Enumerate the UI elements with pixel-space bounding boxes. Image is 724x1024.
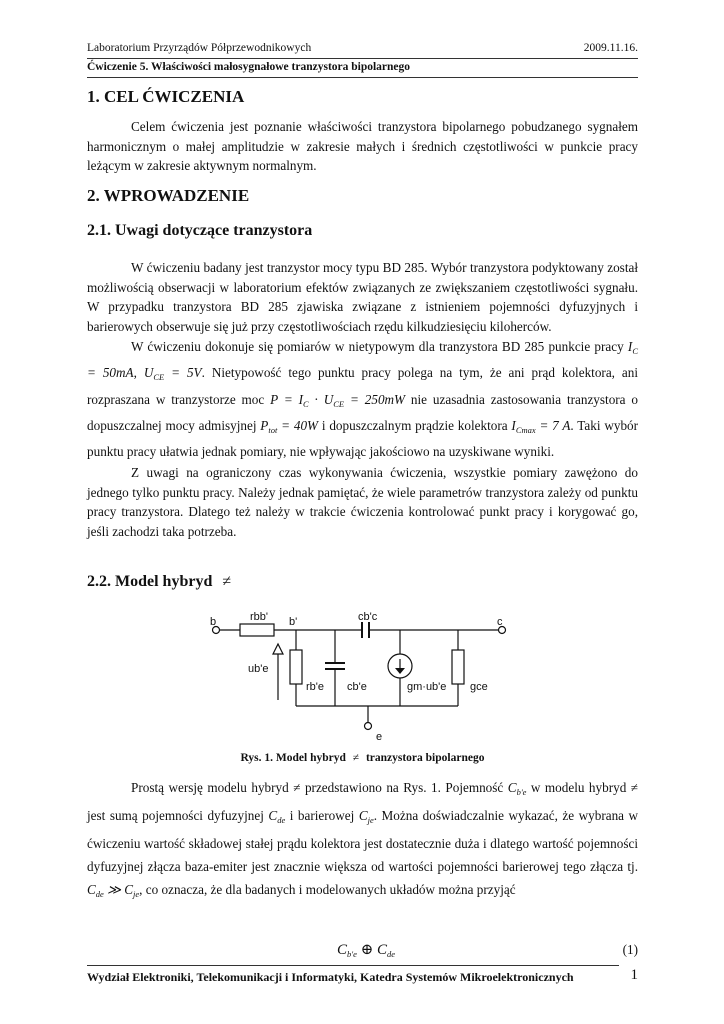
section-1-paragraph: Celem ćwiczenia jest poznanie właściwości tranzystora bipolarnego pobudzanego sygnałem harmonicznym o małej amplitudzie w zakresie małych i średnich częstotliwości w punkcie pracy leżącym w zakresie aktywnym normalnym. — [87, 119, 638, 173]
label-cbe: cb'e — [347, 681, 367, 693]
paragraph-model: Prostą wersję modelu hybryd ≠ przedstawiono na Rys. 1. Pojemność $C_{b'e}$ w modelu hybryd ≠ jest sumą pojemności dyfuzyjnej $C_{de}$ i barierowej $C_{je}$. Można doświadczalnie wykazać, że wybrana w ćwiczeniu wartość składowej stałej prądu kolektora jest dostatecznie duża i dlatego wartość pojemności dyfuzyjnej złącza baza-emiter jest znacznie większa od wartości pojemności barierowej tego złącza tj. $C_{de}$ ≫ $C_{je}$, co oznacza, że dla badanych i modelowanych układów można przyjąć — [87, 780, 639, 899]
section-1-title: 1. CEL ĆWICZENIA — [87, 87, 245, 106]
power-formula: $P = I_C \cdot U_{CE} = 250mW$ — [270, 391, 406, 409]
label-b: b — [210, 616, 217, 628]
label-cbc: cb'c — [358, 611, 378, 623]
section-2-1-title: 2.1. Uwagi dotyczące tranzystora — [87, 222, 313, 239]
label-rbb: rbb' — [250, 611, 268, 623]
resistor-rbb — [240, 624, 274, 636]
page-number: 1 — [630, 967, 638, 983]
section-2-2-text — [87, 776, 638, 906]
figure-caption: Rys. 1. Model hybryd ≠ tranzystora bipolarnego — [240, 752, 485, 764]
hybrid-symbol: ≠ — [222, 573, 232, 590]
paragraph-2: W ćwiczeniu dokonuje się pomiarów w nietypowym dla tranzystora BD 285 punkcie pracy $I_C = 50mA$, $U_{CE} = 5V$. Nietypowość tego punktu pracy polega na tym, że ani prąd kolektora, ani rozpraszana w tranzystorze moc $P = I_C \cdot U_{CE} = 250mW$ nie uzasadnia zastosowania tranzystora o dopuszczalnej mocy admisyjnej $P_{tot} = 40W$ i dopuszczalnym prądzie kolektora $I_{Cmax} = 7$ A. Taki wybór punktu pracy ułatwia jednak pomiary, nie wpływając jakościowo na uzyskiwane wyniki. — [87, 339, 639, 460]
label-rbe: rb'e — [306, 681, 324, 693]
p2-text-b: . Nietypowość tego punktu pracy polega na tym, że ani prąd kolektora, ani rozpraszana w tranzystorze moc — [87, 365, 638, 407]
resistor-rbe — [290, 650, 302, 684]
label-bprime: b' — [289, 616, 298, 628]
equation-number: (1) — [622, 942, 638, 957]
terminal-e — [365, 723, 372, 730]
ptot-symbol: $P_{tot} = 40W$ — [260, 417, 319, 435]
label-ube: ub'e — [248, 663, 269, 675]
footer-rule — [87, 965, 619, 966]
equation-1: $C_{b'e}$ ⊕ $C_{de}$ — [337, 942, 395, 959]
icmax-symbol: $I_{Cmax} = 7$ A — [511, 417, 571, 435]
label-c: c — [497, 616, 503, 628]
cje-symbol: $C_{je}$ — [358, 808, 374, 825]
section-2-1-text — [87, 258, 638, 541]
cde-symbol: $C_{de}$ — [268, 808, 286, 825]
inequality: $C_{de}$ ≫ $C_{je}$ — [87, 882, 140, 899]
label-e: e — [376, 731, 383, 743]
p2-text-e: . Taki wybór punktu pracy ułatwia jednak pomiary, nie wpływając jakościowo na uzyskiwane wyniki. — [87, 417, 639, 460]
p2-text-c: nie uzasadnia zastosowania tranzystora o dopuszczalnej mocy admisyjnej — [87, 391, 638, 433]
section-2-title: 2. WPROWADZENIE — [87, 186, 250, 205]
section-1-text — [87, 117, 638, 176]
paragraph-3: Z uwagi na ograniczony czas wykonywania ćwiczenia, wszystkie pomiary zawężono do jednego tylko punktu pracy. Należy jednak pamiętać, że wiele parametrów tranzystora zależy od punktu pracy tranzystora. Dlatego też należy w trakcie ćwiczenia kontrolować punkt pracy i korygować go, jeśli zachodzi taka potrzeba. — [87, 465, 638, 539]
footer-text: Wydział Elektroniki, Telekomunikacji i Informatyki, Katedra Systemów Mikroelektronicznych — [87, 970, 574, 984]
p2-text-d: i dopuszczalnym prądzie kolektora — [321, 417, 508, 433]
header-exercise: Ćwiczenie 5. Właściwości małosygnałowe tranzystora bipolarnego — [87, 61, 411, 73]
header-lab: Laboratorium Przyrządów Półprzewodnikowych — [87, 42, 312, 54]
label-gmu: gm·ub'e — [407, 681, 447, 693]
uce-symbol: $U_{CE} = 5V$ — [143, 365, 202, 383]
p2-text-a: W ćwiczeniu dokonuje się pomiarów w nietypowym dla tranzystora BD 285 punkcie pracy — [131, 339, 624, 354]
label-gce: gce — [470, 681, 488, 693]
section-2-2-title: 2.2. Model hybryd ≠ — [87, 573, 232, 590]
header-date: 2009.11.16. — [583, 42, 638, 54]
paragraph-1: W ćwiczeniu badany jest tranzystor mocy typu BD 285. Wybór tranzystora podyktowany został możliwością obserwacji w laboratorium efektów związanych ze zwiększaniem częstotliwości sygnału. W przypadku tranzystora BD 285 zjawiska związane z istnieniem pojemności dyfuzyjnych i barierowych obserwuje się już przy częstotliwościach rzędu kilkudziesięciu kiloherców. — [87, 260, 638, 334]
header-rule — [87, 58, 638, 59]
cbe-symbol: $C_{b'e}$ — [507, 780, 527, 797]
header-rule-2 — [87, 77, 638, 78]
hybrid-pi-circuit — [200, 608, 520, 743]
ic-symbol: $I_C = 50mA$ — [87, 339, 638, 381]
resistor-gce — [452, 650, 464, 684]
